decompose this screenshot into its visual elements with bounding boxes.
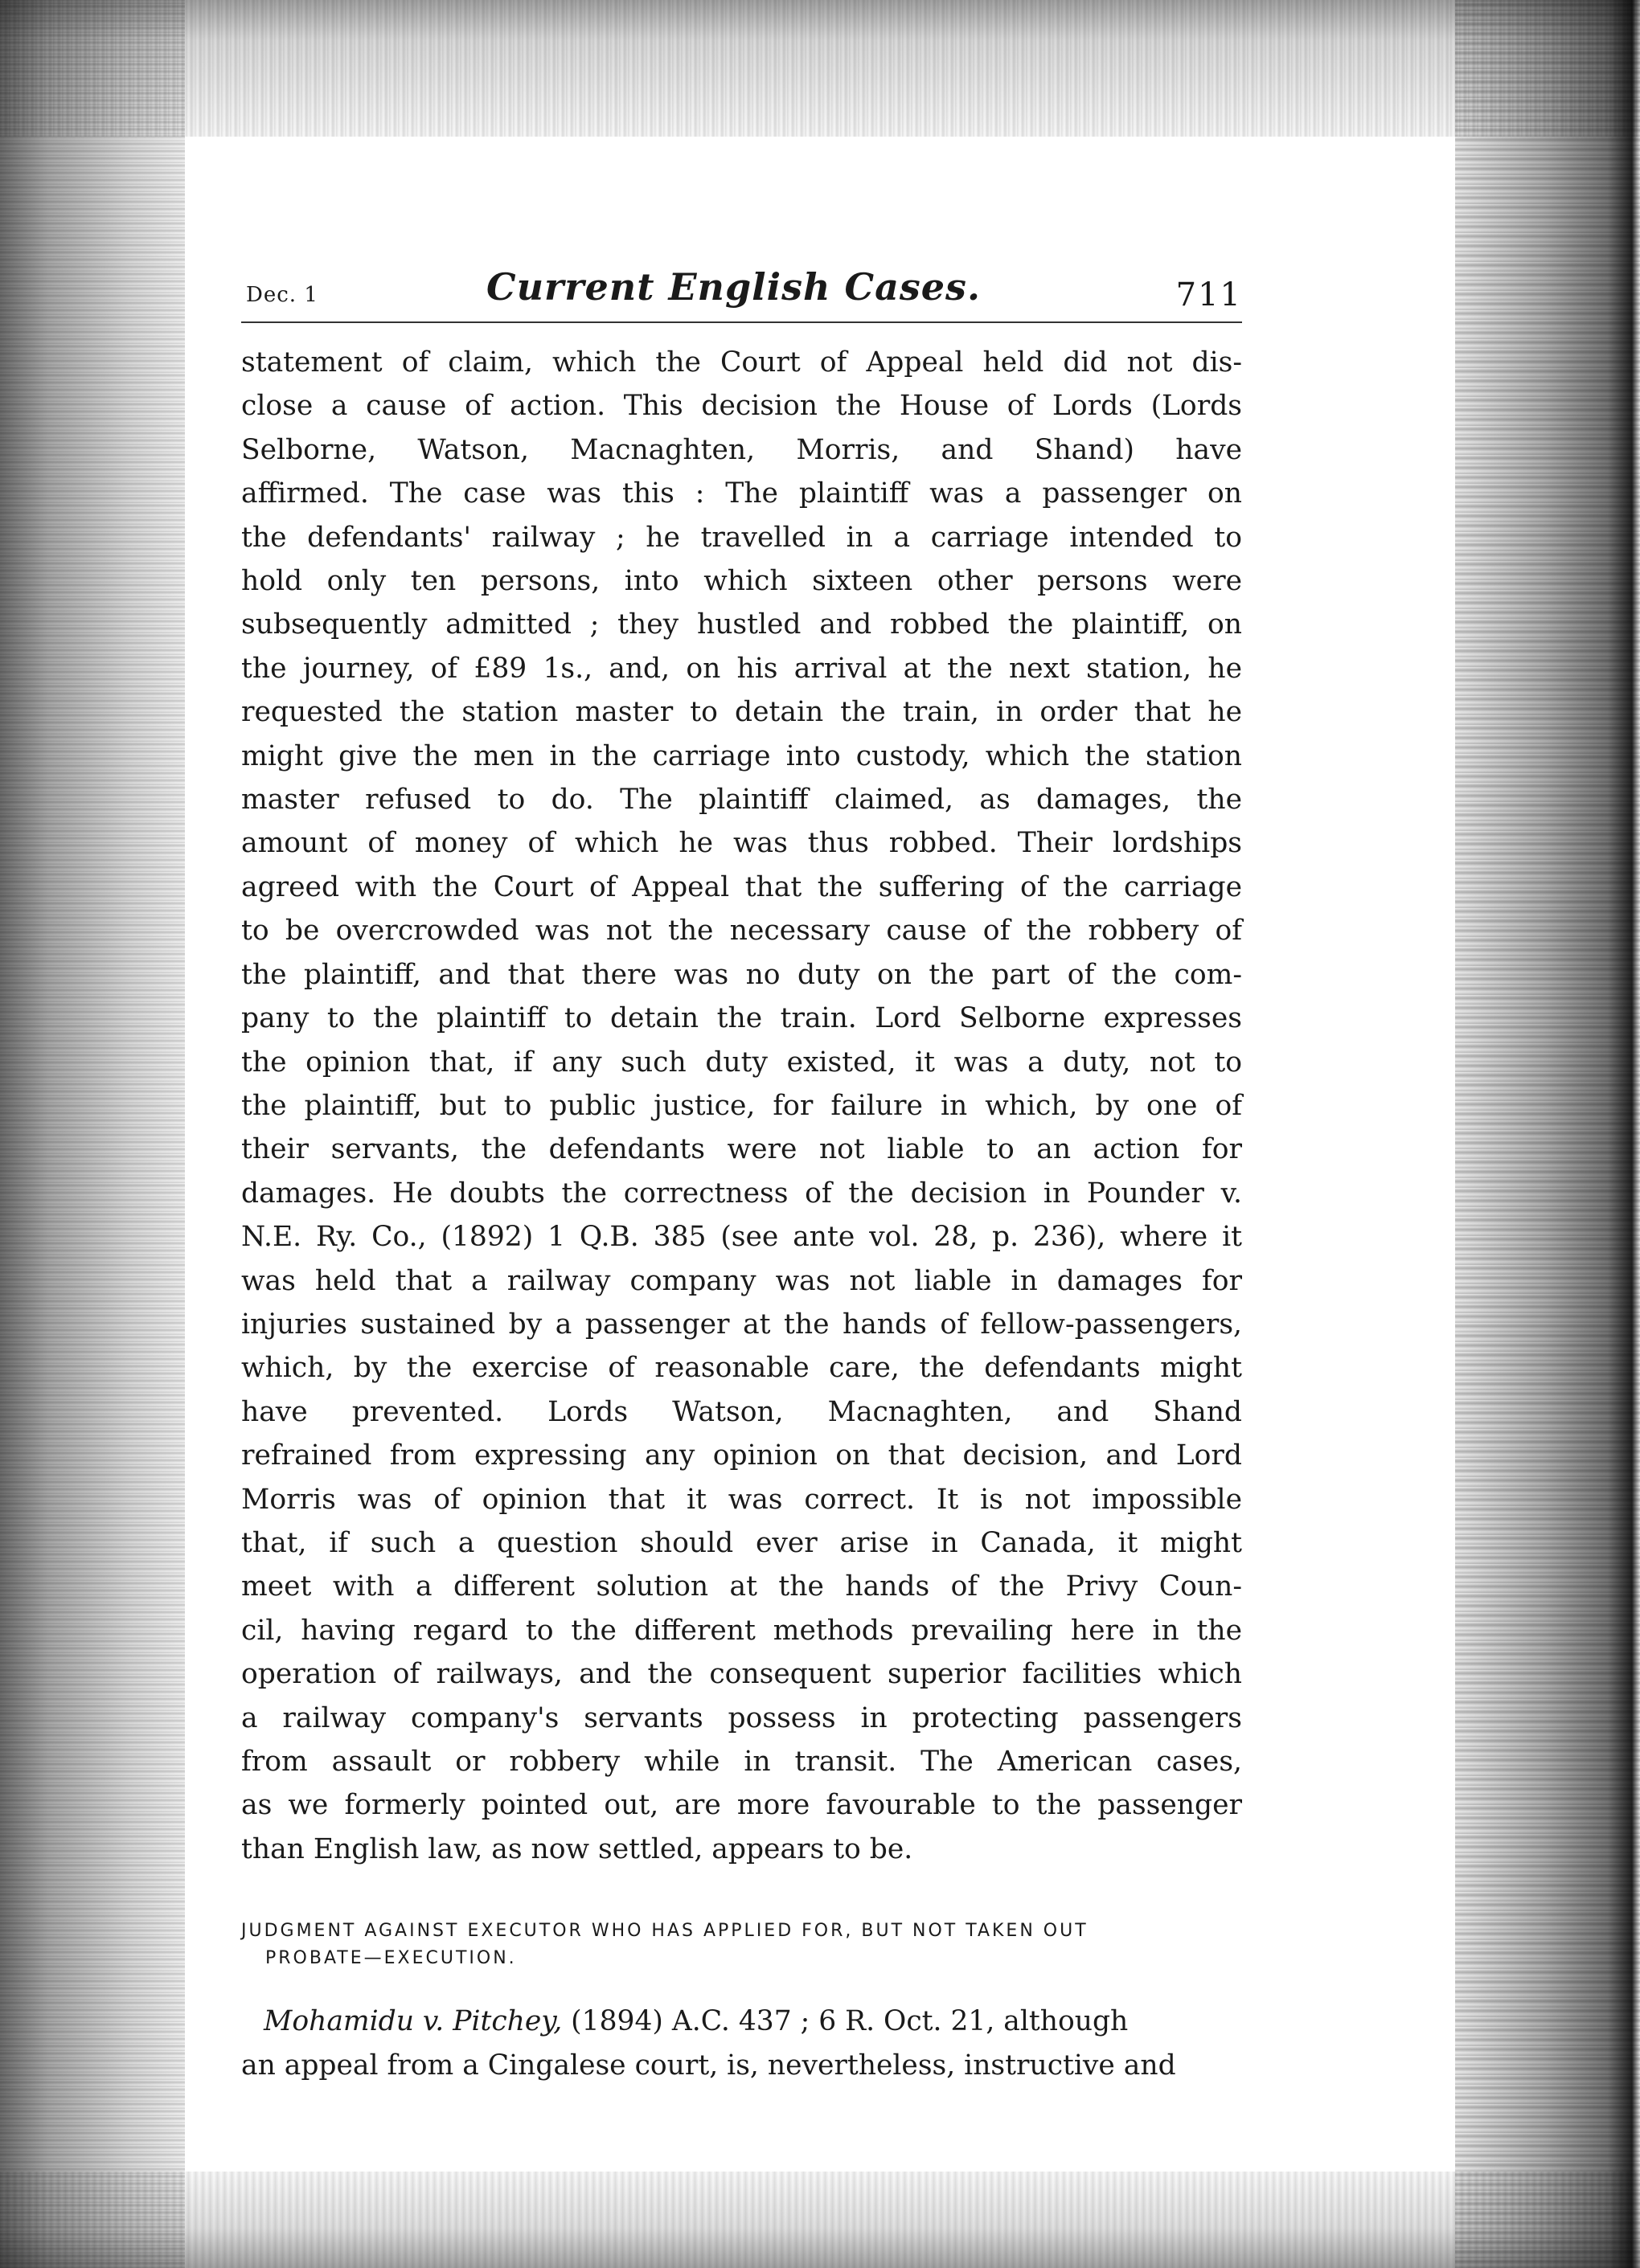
body-line: subsequently admitted ; they hustled and robbed the plaintiff, on [241, 608, 1242, 641]
body-line: requested the station master to detain the train, in order that he [241, 696, 1242, 729]
body-line: amount of money of which he was thus robbed. Their lordships [241, 827, 1242, 860]
body-line: refrained from expressing any opinion on that decision, and Lord [241, 1439, 1242, 1472]
body-line: that, if such a question should ever arise in Canada, it might [241, 1526, 1242, 1559]
case-paragraph [241, 2000, 1242, 2087]
body-line: the defendants' railway ; he travelled in a carriage intended to [241, 521, 1242, 554]
body-line: hold only ten persons, into which sixteen other persons were [241, 565, 1242, 598]
body-line: close a cause of action. This decision the House of Lords (Lords [241, 390, 1242, 423]
running-head-date: Dec. 1 [246, 283, 318, 307]
body-line: the opinion that, if any such duty existed, it was a duty, not to [241, 1046, 1242, 1079]
body-line: cil, having regard to the different methods prevailing here in the [241, 1614, 1242, 1647]
section-heading-line-1: JUDGMENT AGAINST EXECUTOR WHO HAS APPLIED FOR, BUT NOT TAKEN OUT [241, 1921, 1089, 1942]
case-name: Mohamidu v. Pitchey, [264, 2005, 563, 2038]
body-line: which, by the exercise of reasonable care, the defendants might [241, 1352, 1242, 1385]
section-heading [241, 1918, 1242, 1972]
body-line: from assault or robbery while in transit. The American cases, [241, 1746, 1242, 1778]
case-paragraph-line-2: an appeal from a Cingalese court, is, nevertheless, instructive and [241, 2049, 1176, 2082]
scan-edge-top [0, 0, 1640, 137]
body-line: affirmed. The case was this : The plaintiff was a passenger on [241, 477, 1242, 510]
body-line: to be overcrowded was not the necessary cause of the robbery of [241, 915, 1242, 948]
case-citation: (1894) A.C. 437 ; 6 R. Oct. 21, although [562, 2005, 1129, 2038]
body-line: was held that a railway company was not liable in damages for [241, 1264, 1242, 1297]
body-line: statement of claim, which the Court of Appeal held did not dis- [241, 346, 1242, 379]
body-line: master refused to do. The plaintiff claimed, as damages, the [241, 784, 1242, 817]
section-heading-line-2: PROBATE—EXECUTION. [265, 1948, 517, 1969]
body-line: their servants, the defendants were not liable to an action for [241, 1133, 1242, 1166]
body-line: Morris was of opinion that it was correct. It is not impossible [241, 1483, 1242, 1516]
body-line: injuries sustained by a passenger at the hands of fellow-passengers, [241, 1308, 1242, 1341]
body-line: N.E. Ry. Co., (1892) 1 Q.B. 385 (see ante vol. 28, p. 236), where it [241, 1221, 1242, 1254]
body-line: the journey, of £89 1s., and, on his arrival at the next station, he [241, 652, 1242, 685]
body-line: Selborne, Watson, Macnaghten, Morris, and Shand) have [241, 433, 1242, 466]
body-line: meet with a different solution at the hands of the Privy Coun- [241, 1570, 1242, 1603]
body-line: as we formerly pointed out, are more favourable to the passenger [241, 1789, 1242, 1822]
body-line: pany to the plaintiff to detain the train. Lord Selborne expresses [241, 1002, 1242, 1035]
running-head-title: Current English Cases. [486, 265, 981, 309]
body-line: might give the men in the carriage into custody, which the station [241, 739, 1242, 772]
body-line: the plaintiff, but to public justice, for failure in which, by one of [241, 1089, 1242, 1122]
body-paragraph [241, 341, 1242, 1871]
scan-edge-bottom [0, 2172, 1640, 2268]
body-line: damages. He doubts the correctness of the decision in Pounder v. [241, 1177, 1242, 1210]
body-line: than English law, as now settled, appears to be. [241, 1832, 913, 1865]
page-number: 711 [1175, 276, 1242, 313]
running-head [241, 265, 1242, 323]
book-page [241, 265, 1242, 2087]
body-line: operation of railways, and the consequent superior facilities which [241, 1658, 1242, 1691]
scan-edge-left [0, 0, 185, 2268]
body-line: a railway company's servants possess in protecting passengers [241, 1701, 1242, 1734]
scan-edge-right [1455, 0, 1640, 2268]
body-line: have prevented. Lords Watson, Macnaghten, and Shand [241, 1395, 1242, 1428]
body-line: the plaintiff, and that there was no duty on the part of the com- [241, 958, 1242, 991]
body-line: agreed with the Court of Appeal that the suffering of the carriage [241, 870, 1242, 903]
